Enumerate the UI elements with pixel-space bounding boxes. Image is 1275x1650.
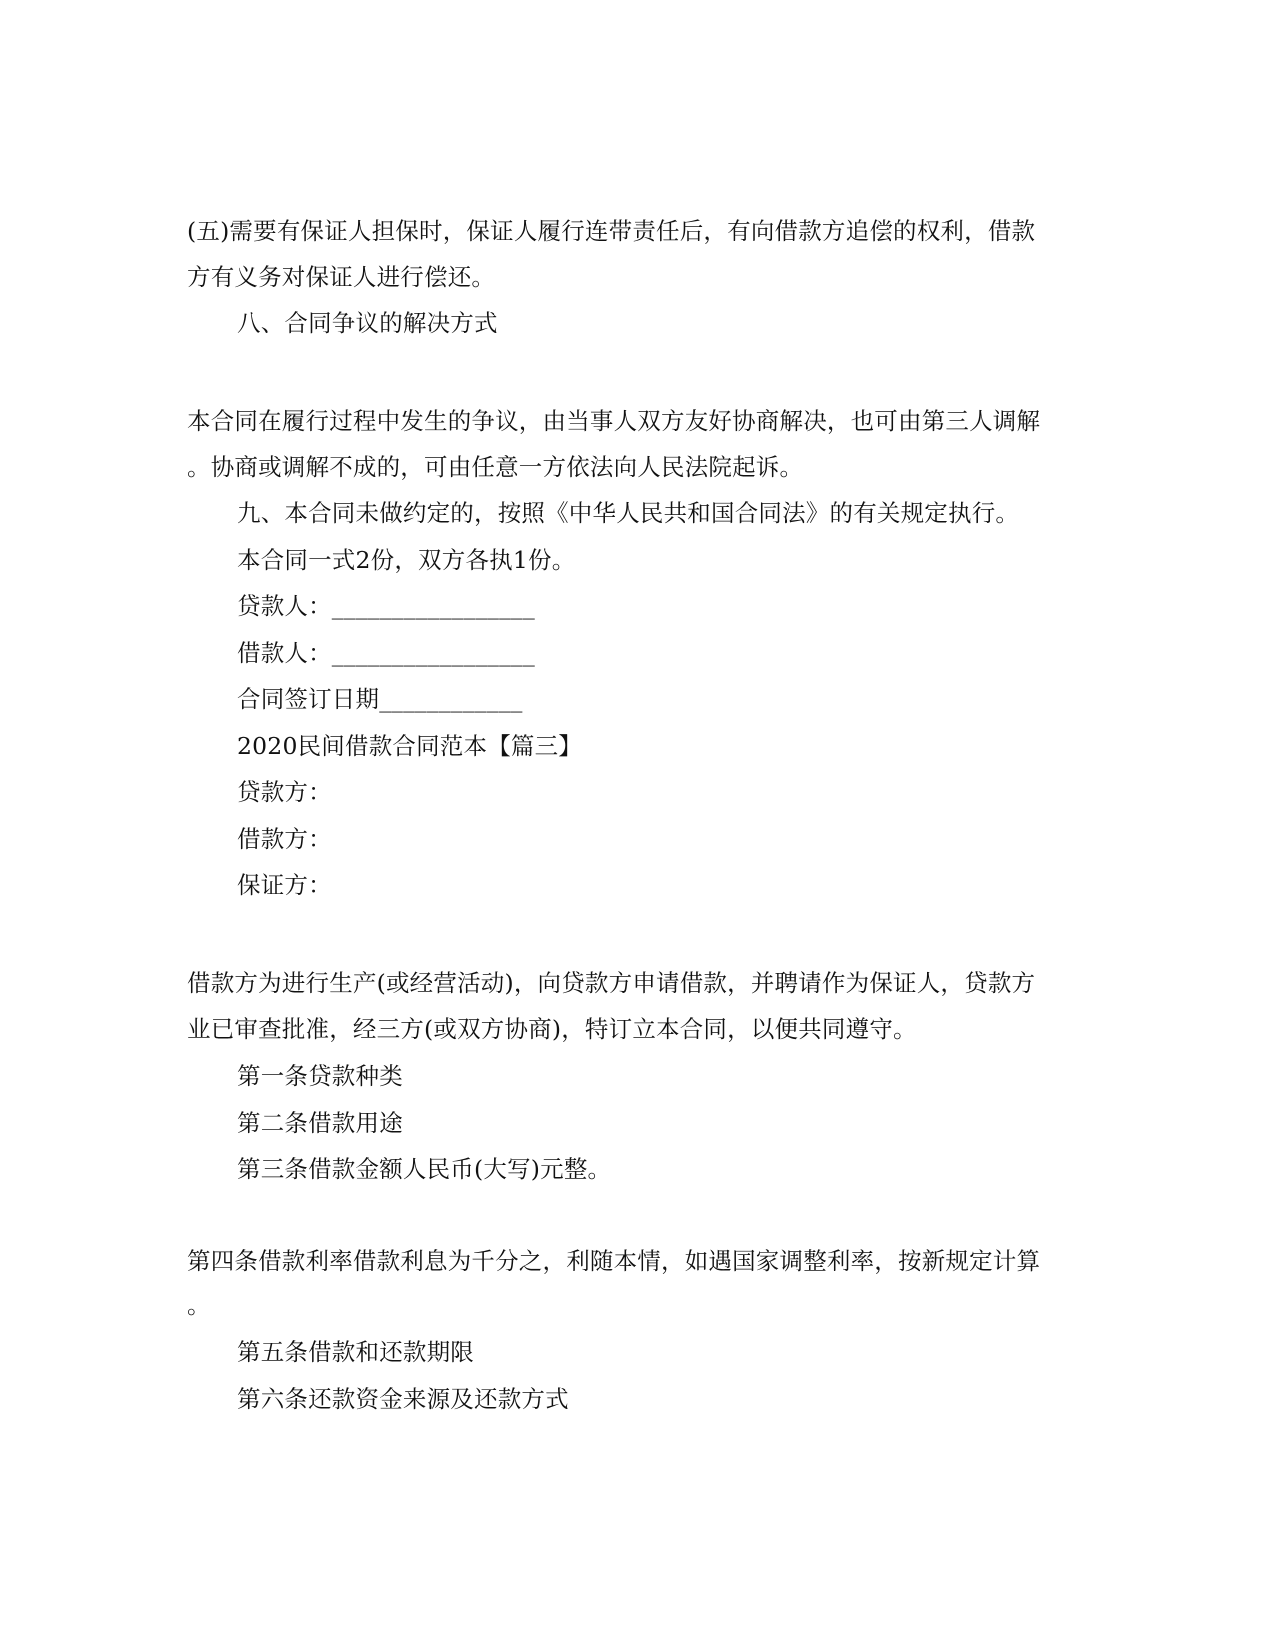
party-lender-label: 贷款方： [237, 778, 332, 806]
signature-field-lender: 贷款人：_________________ [237, 592, 535, 620]
article-heading: 第三条借款金额人民币(大写)元整。 [237, 1155, 612, 1183]
article-heading: 第六条还款资金来源及还款方式 [237, 1385, 569, 1413]
section-heading: 八、合同争议的解决方式 [237, 309, 498, 337]
paragraph-line: 。协商或调解不成的，可由任意一方依法向人民法院起诉。 [187, 453, 804, 481]
paragraph-line: 借款方为进行生产(或经营活动)，向贷款方申请借款，并聘请作为保证人，贷款方 [187, 969, 1036, 997]
article-heading: 第一条贷款种类 [237, 1062, 403, 1090]
signing-date-field: 合同签订日期____________ [237, 685, 523, 713]
paragraph-line: 。 [187, 1291, 211, 1319]
article-heading: 第五条借款和还款期限 [237, 1338, 474, 1366]
party-borrower-label: 借款方： [237, 825, 332, 853]
article-heading: 第二条借款用途 [237, 1109, 403, 1137]
paragraph-line: 本合同在履行过程中发生的争议，由当事人双方友好协商解决，也可由第三人调解 [187, 407, 1041, 435]
section-heading: 九、本合同未做约定的，按照《中华人民共和国合同法》的有关规定执行。 [237, 499, 1020, 527]
signature-field-borrower: 借款人：_________________ [237, 639, 535, 667]
paragraph-line: 本合同一式2份，双方各执1份。 [237, 546, 576, 574]
party-guarantor-label: 保证方： [237, 871, 332, 899]
document-subtitle: 2020民间借款合同范本【篇三】 [237, 732, 583, 760]
paragraph-line: 第四条借款利率借款利息为千分之，利随本情，如遇国家调整利率，按新规定计算 [187, 1247, 1041, 1275]
paragraph-line: 业已审查批准，经三方(或双方协商)，特订立本合同，以便共同遵守。 [187, 1015, 917, 1043]
paragraph-line: (五)需要有保证人担保时，保证人履行连带责任后，有向借款方追偿的权利，借款 [187, 217, 1036, 245]
paragraph-line: 方有义务对保证人进行偿还。 [187, 263, 496, 291]
